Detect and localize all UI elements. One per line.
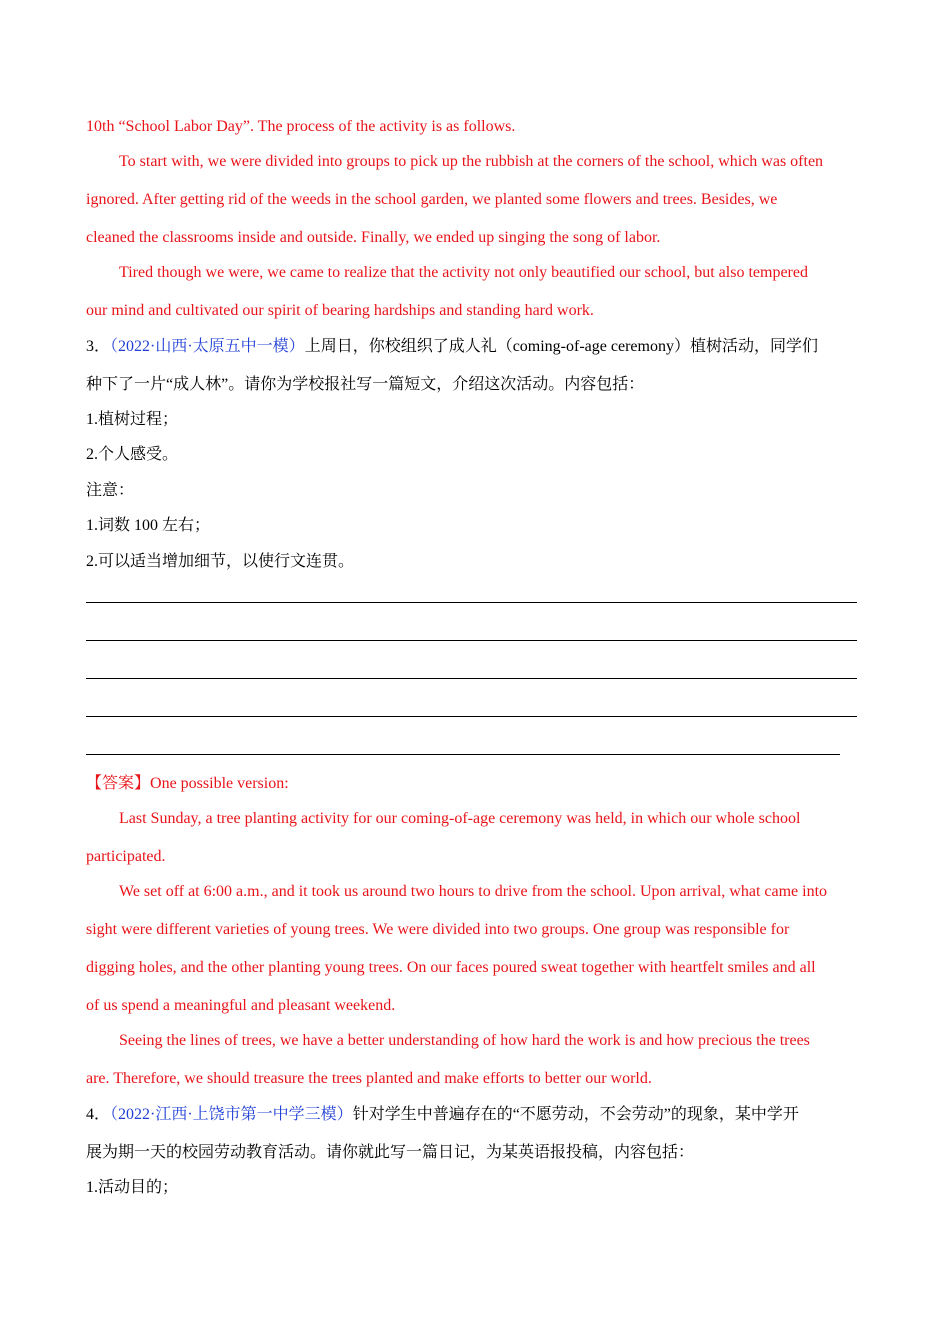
note-item: 2.可以适当增加细节，以使行文连贯。 bbox=[86, 553, 355, 570]
writing-line bbox=[86, 678, 857, 679]
prev-answer-paragraph-line: cleaned the classrooms inside and outside. Finally, we ended up singing the song of labor. bbox=[86, 229, 661, 246]
question-source: （2022·江西·上饶市第一中学三模） bbox=[110, 1106, 353, 1123]
question-prompt-line: 展为期一天的校园劳动教育活动。请你就此写一篇日记，为某英语报投稿，内容包括： bbox=[86, 1144, 695, 1161]
prev-answer-paragraph-line: To start with, we were divided into groups to pick up the rubbish at the corners of the school, which was often bbox=[119, 153, 824, 170]
prev-answer-line: 10th “School Labor Day”. The process of the activity is as follows. bbox=[86, 118, 516, 135]
answer-intro: One possible version: bbox=[150, 775, 289, 792]
writing-line bbox=[86, 640, 857, 641]
answer-header bbox=[86, 774, 289, 794]
question-prompt-line: 种下了一片“成人林”。请你为学校报社写一篇短文，介绍这次活动。内容包括： bbox=[86, 376, 645, 393]
note-item: 1.词数 100 左右； bbox=[86, 517, 211, 534]
question-3-line bbox=[86, 337, 818, 357]
question-item: 1.活动目的； bbox=[86, 1179, 179, 1196]
prev-answer-paragraph-line: Tired though we were, we came to realize that the activity not only beautified our school, but also tempered bbox=[119, 264, 808, 281]
writing-line bbox=[86, 602, 857, 603]
question-number: 3． bbox=[86, 338, 111, 355]
writing-line bbox=[86, 716, 857, 717]
answer-paragraph-line: digging holes, and the other planting young trees. On our faces poured sweat together with heartfelt smiles and all bbox=[86, 959, 816, 976]
answer-label: 【答案】 bbox=[86, 775, 151, 792]
writing-line bbox=[86, 754, 840, 755]
answer-paragraph-line: We set off at 6:00 a.m., and it took us around two hours to drive from the school. Upon arrival, what came into bbox=[119, 883, 828, 900]
answer-paragraph-line: participated. bbox=[86, 848, 166, 865]
question-prompt: 针对学生中普遍存在的“不愿劳动，不会劳动”的现象，某中学开 bbox=[352, 1106, 799, 1123]
question-item: 2.个人感受。 bbox=[86, 446, 179, 463]
question-item: 1.植树过程； bbox=[86, 411, 179, 428]
prev-answer-paragraph-line: our mind and cultivated our spirit of bearing hardships and standing hard work. bbox=[86, 302, 594, 319]
answer-paragraph-line: Last Sunday, a tree planting activity for our coming-of-age ceremony was held, in which our whole school bbox=[119, 810, 801, 827]
answer-paragraph-line: sight were different varieties of young trees. We were divided into two groups. One group was responsible for bbox=[86, 921, 790, 938]
question-prompt: 上周日，你校组织了成人礼（coming-of-age ceremony）植树活动，同学们 bbox=[304, 338, 818, 355]
answer-paragraph-line: Seeing the lines of trees, we have a better understanding of how hard the work is and how precious the trees bbox=[119, 1032, 810, 1049]
answer-paragraph-line: are. Therefore, we should treasure the trees planted and make efforts to better our world. bbox=[86, 1070, 652, 1087]
question-number: 4． bbox=[86, 1106, 111, 1123]
question-source: （2022·山西·太原五中一模） bbox=[110, 338, 305, 355]
prev-answer-paragraph-line: ignored. After getting rid of the weeds in the school garden, we planted some flowers and trees. Besides, we bbox=[86, 191, 778, 208]
question-4-line bbox=[86, 1105, 799, 1125]
note-title: 注意： bbox=[86, 482, 135, 499]
answer-paragraph-line: of us spend a meaningful and pleasant weekend. bbox=[86, 997, 396, 1014]
